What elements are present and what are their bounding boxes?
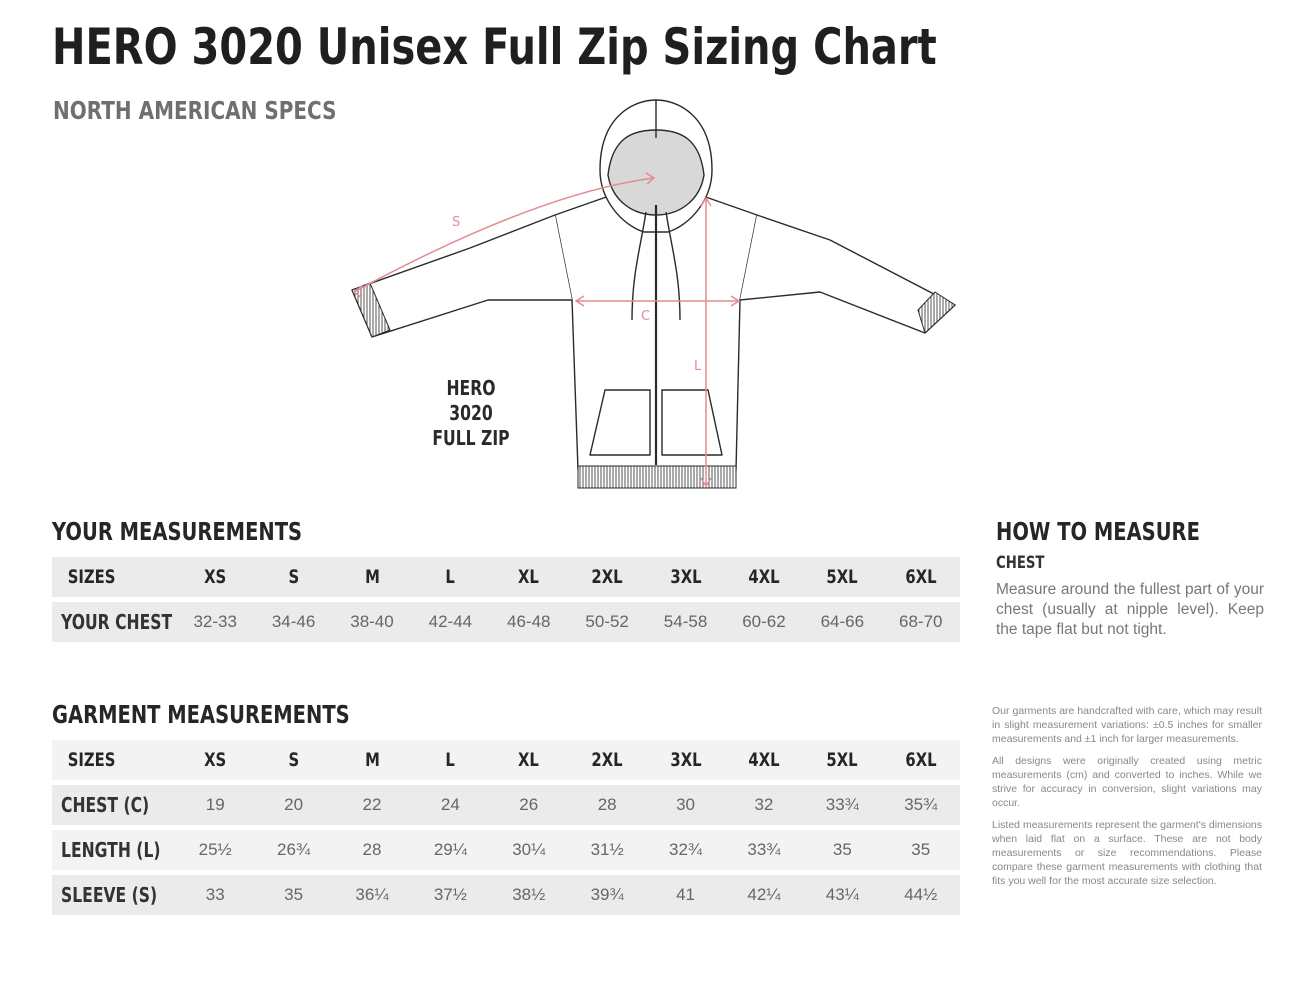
size-header: S	[254, 740, 332, 780]
table-cell: 37½	[411, 875, 489, 915]
length-marker: L	[694, 359, 702, 374]
how-to-measure-heading: HOW TO MEASURE	[996, 517, 1200, 546]
size-header: 4XL	[725, 557, 803, 597]
size-header: XS	[176, 740, 254, 780]
table-cell: 46-48	[490, 602, 568, 642]
table-cell: 28	[333, 830, 411, 870]
note-paragraph: All designs were originally created using metric measurements (cm) and converted to inches. While we strive for accuracy in conversion, slight variations may occur.	[992, 755, 1262, 809]
note-paragraph: Listed measurements represent the garment's dimensions when laid flat on a surface. These are not body measurements or size recommendations. Please compare these garment measurements with clothing that fits you well for the most accurate size selection.	[992, 819, 1262, 887]
table-cell: 30¼	[490, 830, 568, 870]
size-header: L	[411, 557, 489, 597]
your-measurements-heading: YOUR MEASUREMENTS	[52, 517, 303, 546]
size-header: XL	[490, 740, 568, 780]
size-header: 5XL	[803, 557, 881, 597]
table-cell: 38½	[490, 875, 568, 915]
page-subtitle: NORTH AMERICAN SPECS	[53, 96, 337, 125]
size-header: 3XL	[646, 740, 724, 780]
size-header: 3XL	[646, 557, 724, 597]
row-label: CHEST (C)	[52, 785, 176, 825]
size-header: XS	[176, 557, 254, 597]
how-to-measure-subheading: CHEST	[996, 553, 1045, 573]
table-cell: 26	[490, 785, 568, 825]
size-header: XL	[490, 557, 568, 597]
table-cell: 25½	[176, 830, 254, 870]
table-cell: 33¾	[803, 785, 881, 825]
table-cell: 64-66	[803, 602, 881, 642]
table-cell: 35¾	[882, 785, 960, 825]
size-header: 4XL	[725, 740, 803, 780]
table-cell: 32¾	[646, 830, 724, 870]
table-cell: 39¾	[568, 875, 646, 915]
how-to-measure-text: Measure around the fullest part of your chest (usually at nipple level). Keep the tape flat but not tight.	[996, 581, 1264, 638]
table-cell: 33	[176, 875, 254, 915]
measurement-notes	[992, 704, 1262, 896]
table-row	[52, 785, 960, 825]
table-cell: 44½	[882, 875, 960, 915]
table-cell: 34-46	[254, 602, 332, 642]
size-header: M	[333, 740, 411, 780]
size-header: 2XL	[568, 557, 646, 597]
row-label: YOUR CHEST	[52, 602, 176, 642]
size-header: 2XL	[568, 740, 646, 780]
table-cell: 31½	[568, 830, 646, 870]
note-paragraph: Our garments are handcrafted with care, which may result in slight measurement variations: ±0.5 inches for smaller measurements and ±1 inch for larger measurements.	[992, 705, 1262, 745]
sizes-label: SIZES	[52, 740, 176, 780]
garment-measurements-table	[52, 735, 960, 920]
sizes-label: SIZES	[52, 557, 176, 597]
your-measurements-table	[52, 552, 960, 647]
page-title: HERO 3020 Unisex Full Zip Sizing Chart	[52, 18, 937, 76]
size-header: 6XL	[882, 557, 960, 597]
garment-measurements-heading: GARMENT MEASUREMENTS	[52, 700, 350, 729]
size-header: L	[411, 740, 489, 780]
table-cell: 35	[882, 830, 960, 870]
table-cell: 35	[254, 875, 332, 915]
table-cell: 24	[411, 785, 489, 825]
table-cell: 36¼	[333, 875, 411, 915]
table-cell: 38-40	[333, 602, 411, 642]
table-cell: 29¼	[411, 830, 489, 870]
row-label: LENGTH (L)	[52, 830, 176, 870]
table-cell: 50-52	[568, 602, 646, 642]
table-row	[52, 602, 960, 642]
table-cell: 68-70	[882, 602, 960, 642]
table-cell: 26¾	[254, 830, 332, 870]
garment-label-line2: FULL ZIP	[432, 426, 510, 450]
sleeve-marker: S	[452, 215, 461, 230]
size-header: S	[254, 557, 332, 597]
table-cell: 43¼	[803, 875, 881, 915]
garment-label	[416, 376, 526, 451]
row-label: SLEEVE (S)	[52, 875, 176, 915]
table-header-row	[52, 740, 960, 780]
table-cell: 42-44	[411, 602, 489, 642]
table-cell: 42¼	[725, 875, 803, 915]
table-cell: 60-62	[725, 602, 803, 642]
table-cell: 54-58	[646, 602, 724, 642]
size-header: M	[333, 557, 411, 597]
table-cell: 19	[176, 785, 254, 825]
table-header-row	[52, 557, 960, 597]
table-cell: 32-33	[176, 602, 254, 642]
size-header: 6XL	[882, 740, 960, 780]
table-cell: 22	[333, 785, 411, 825]
table-cell: 30	[646, 785, 724, 825]
table-row	[52, 875, 960, 915]
table-cell: 33¾	[725, 830, 803, 870]
size-header: 5XL	[803, 740, 881, 780]
table-row	[52, 830, 960, 870]
table-cell: 41	[646, 875, 724, 915]
table-cell: 32	[725, 785, 803, 825]
chest-marker: C	[641, 309, 651, 324]
garment-label-line1: HERO 3020	[446, 376, 496, 425]
table-cell: 35	[803, 830, 881, 870]
table-cell: 20	[254, 785, 332, 825]
table-cell: 28	[568, 785, 646, 825]
